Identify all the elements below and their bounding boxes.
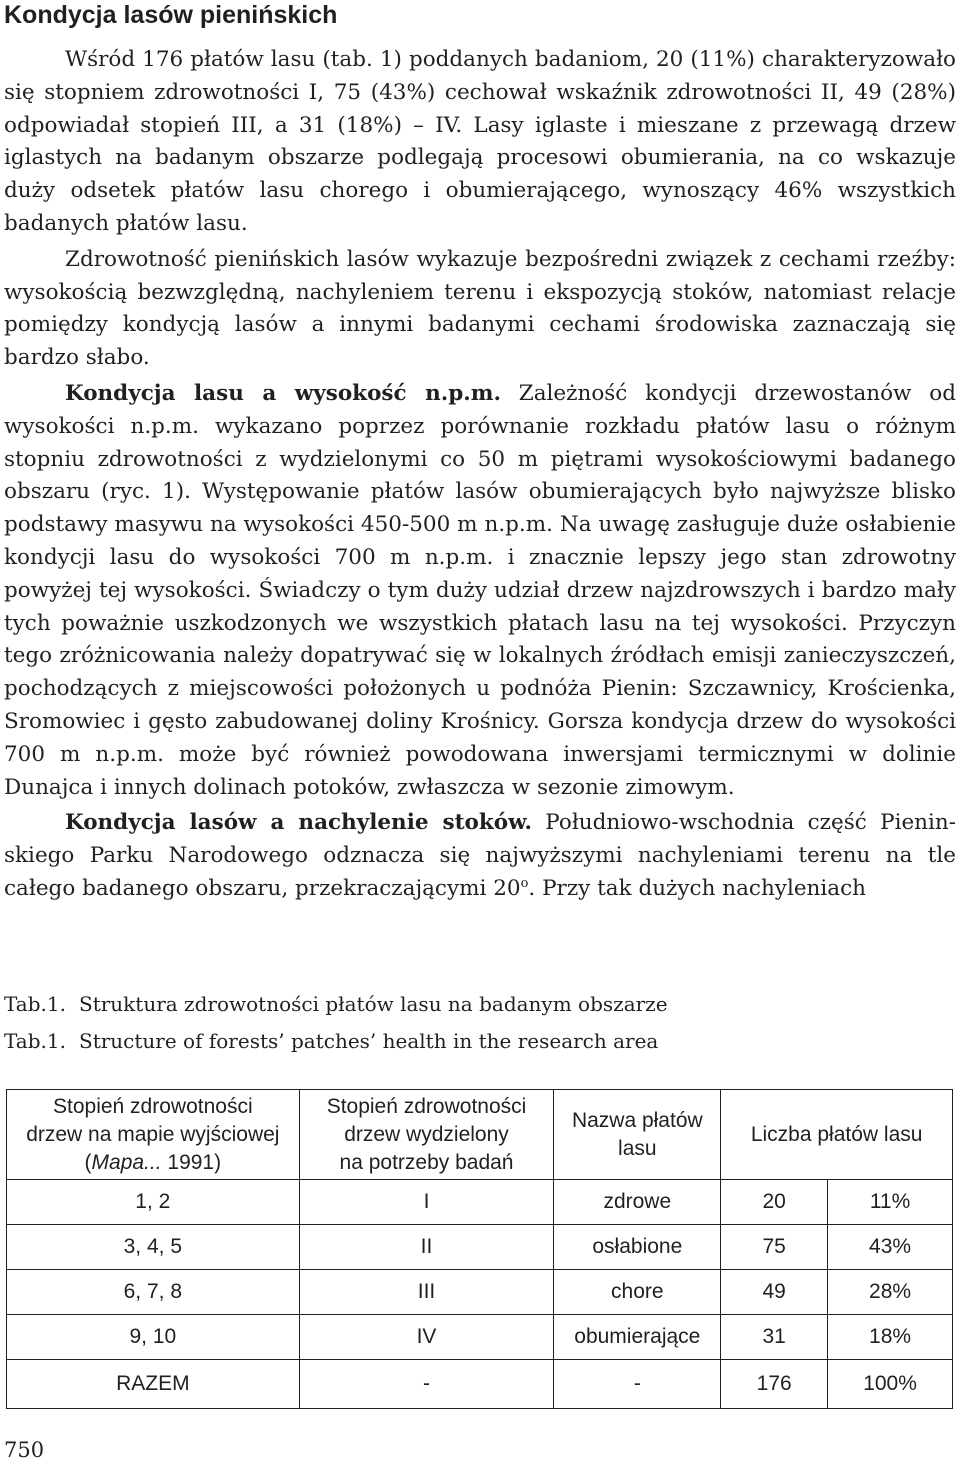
health-structure-table	[6, 1089, 953, 1409]
table-caption-en	[4, 1028, 658, 1054]
paragraph-text: Południowo-wschodnia część Pieninskiego Parku Narodowego odznacza się najwyższymi nachyleniami terenu na tle całego badanego obszaru, przekraczającymi 20	[4, 810, 956, 901]
cell-grade: I	[299, 1180, 554, 1225]
header-line	[7, 1149, 299, 1177]
table-caption-pl	[4, 991, 668, 1017]
cell-name: zdrowe	[554, 1180, 721, 1225]
paragraph-text: Zdrowotność pienińskich lasów wykazuje bezpośredni związek z cechami rzeźby: wysokością bezwzględną, nachyleniem terenu i ekspozycją stoków, natomiast relacje pomiędzy kondycją lasów a innymi badanymi cechami środowiska zaznaczają się bardzo słabo.	[4, 246, 956, 371]
cell-percent: 100%	[828, 1360, 953, 1409]
header-text-italic: Mapa...	[91, 1150, 162, 1174]
header-line: drzew wydzielony	[344, 1122, 509, 1146]
cell-name: chore	[554, 1270, 721, 1315]
table-row-total	[7, 1360, 953, 1409]
caption-text: Structure of forests’ patches’ health in the research area	[79, 1029, 659, 1053]
paragraph	[4, 807, 956, 905]
paragraph	[4, 244, 956, 375]
header-map-grade	[7, 1090, 300, 1180]
paragraph-text: Wśród 176 płatów lasu (tab. 1) poddanych badaniom, 20 (11%) charakteryzowało się stopniem zdrowotności I, 75 (43%) cechował wskaźnik zdrowotności II, 49 (28%) odpowiadał stopień III, a 31 (18%) – IV. Lasy iglaste i mieszane z przewagą drzew iglastych na badanym obszarze podlegają procesowi obumierania, na co wskazuje duży odsetek płatów lasu chorego i obumierającego, wynoszący 46% wszystkich badanych płatów lasu.	[4, 47, 956, 236]
header-text: 1991)	[161, 1150, 222, 1174]
cell-grade: II	[299, 1225, 554, 1270]
caption-label: Tab.1.	[4, 1029, 66, 1053]
cell-name: osłabione	[554, 1225, 721, 1270]
table-row	[7, 1315, 953, 1360]
cell-grade: III	[299, 1270, 554, 1315]
header-text: (	[84, 1150, 92, 1174]
cell-percent: 11%	[828, 1180, 953, 1225]
cell-percent: 18%	[828, 1315, 953, 1360]
page-number: 750	[4, 1438, 45, 1462]
paragraph-text: Zależność kondycji drzewostanów od wysokości n.p.m. wykazano poprzez porównanie rozkładu płatów lasu o różnym stopniu zdrowotności z wydzielonymi co 50 m piętrami wysokościowymi badanego obszaru (ryc. 1). Występowanie płatów lasów obumierających było najwyższe blisko podstawy masywu na wysokości 450-500 m n.p.m. Na uwagę zasługuje duże osłabienie kondycji lasu do wysokości 700 m n.p.m. i znacznie lepszy jego stan zdrowotny powyżej tej wysokości. Świadczy o tym duży udział drzew najzdrowszych i bardzo mały tych poważnie uszkodzonych we wszystkich płatach lasu na tej wysokości. Przyczyn tego zróżnicowania należy dopatrywać się w lokalnych źródłach emisji zanieczyszczeń, pochodzących z miejscowości położonych u podnóża Pienin: Szczawnicy, Krościenka, Sromowiec i gęsto zabudowanej doliny Krośnicy. Gorsza kondycja drzew do wysokości 700 m n.p.m. może być również powodowana inwersjami termicznymi w dolinie Dunajca i innych dolinach potoków, zwłaszcza w sezonie zimowym.	[4, 380, 956, 800]
cell-map-grade: RAZEM	[7, 1360, 300, 1409]
caption-label: Tab.1.	[4, 992, 66, 1016]
paragraph-text-tail: . Przy tak dużych nachyleniach	[528, 875, 866, 901]
header-line: Nazwa płatów	[571, 1108, 703, 1132]
header-patch-count: Liczba płatów lasu	[721, 1090, 953, 1180]
cell-percent: 43%	[828, 1225, 953, 1270]
paragraph	[4, 44, 956, 241]
cell-map-grade: 3, 4, 5	[7, 1225, 300, 1270]
cell-map-grade: 1, 2	[7, 1180, 300, 1225]
cell-map-grade: 9, 10	[7, 1315, 300, 1360]
cell-grade: IV	[299, 1315, 554, 1360]
cell-count: 49	[721, 1270, 828, 1315]
cell-count: 75	[721, 1225, 828, 1270]
header-research-grade	[299, 1090, 554, 1180]
header-patch-name	[554, 1090, 721, 1180]
run-in-heading: Kondycja lasu a wysokość n.p.m.	[65, 380, 501, 406]
header-line: na potrzeby badań	[339, 1150, 514, 1174]
cell-count: 31	[721, 1315, 828, 1360]
header-line: Stopień zdrowotności	[53, 1094, 253, 1118]
header-line: Stopień zdrowotności	[326, 1094, 527, 1118]
cell-name: -	[554, 1360, 721, 1409]
table-row	[7, 1225, 953, 1270]
table-row	[7, 1270, 953, 1315]
cell-count: 176	[721, 1360, 828, 1409]
header-line: lasu	[618, 1136, 657, 1160]
paragraph	[4, 378, 956, 804]
cell-map-grade: 6, 7, 8	[7, 1270, 300, 1315]
table-row	[7, 1180, 953, 1225]
header-line: drzew na mapie wyjściowej	[26, 1122, 280, 1146]
section-title: Kondycja lasów pienińskich	[4, 1, 338, 29]
cell-grade: -	[299, 1360, 554, 1409]
cell-count: 20	[721, 1180, 828, 1225]
table-header-row	[7, 1090, 953, 1180]
cell-percent: 28%	[828, 1270, 953, 1315]
caption-text: Struktura zdrowotności płatów lasu na badanym obszarze	[79, 992, 668, 1016]
cell-name: obumierające	[554, 1315, 721, 1360]
body-text	[4, 44, 956, 906]
degree-superscript: o	[520, 875, 529, 891]
run-in-heading: Kondycja lasów a nachylenie stoków.	[65, 810, 532, 836]
